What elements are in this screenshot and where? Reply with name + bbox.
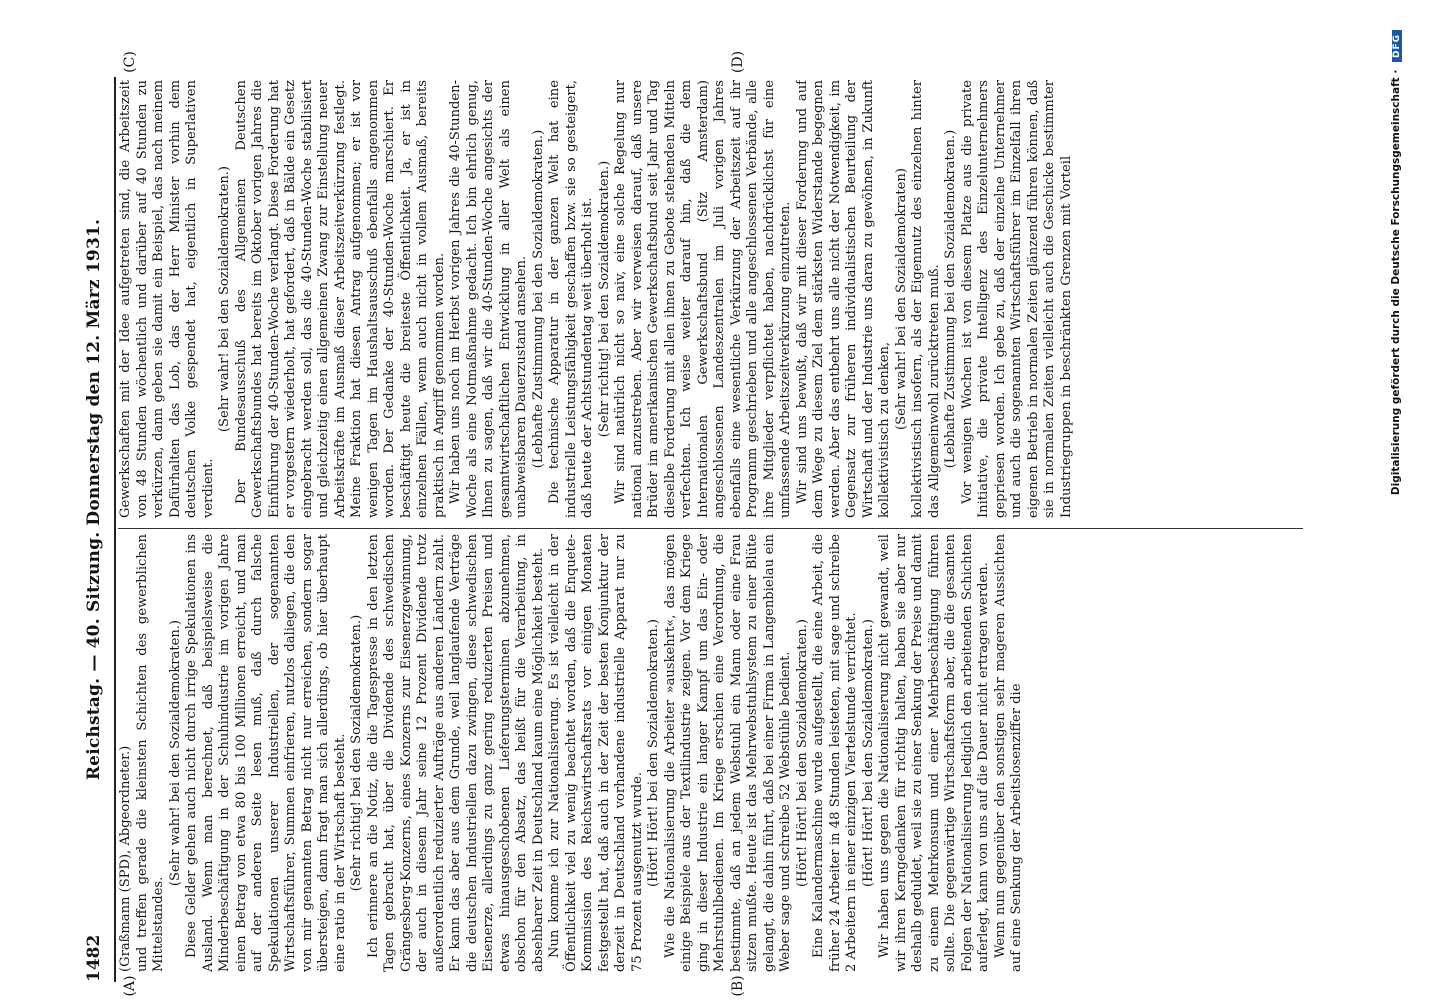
paragraph: Gewerkschaften mit der Idee aufgetreten sind, die Arbeitszeit von 48 Stunden wöchentlich und darüber auf 40 Stunden zu verkürzen, dann geben sie damit ein Beispiel, das nach meinem Dafürhalten das Lob, das der Herr Minister vorhin dem deutschen Volke gespendet hat, eigentlich in Superlativen verdient. [118,80,216,518]
paragraph: (Lebhafte Zustimmung bei den Sozialdemokraten.) [530,129,546,469]
page-number: 1482 [84,934,104,982]
column-divider [118,528,1303,529]
paragraph: Wir sind uns bewußt, daß wir mit dieser Forderung und auf dem Wege zu diesem Ziel dem stärksten Widerstande begegnen werden. Aber das entbehrt uns alle nicht der Notwendigkeit, im Gegensatz zur früheren individualistischen Beurteilung der Wirtschaft und der Industrie uns daran zu gewöhnen, in Zukunft kollektivistisch zu denken, [794,80,892,518]
paragraph: Ich erinnere an die Notiz, die die Tagespresse in den letzten Tagen gebracht hat, über die Dividende des schwedischen Grängesberg-Konzerns, eines Konzerns zur Eisenerzgewinnung, der auch in diesem Jahr seine 12 Prozent Dividende trotz außerordentlich reduzierter Aufträge aus anderen Ländern zahlt. Er kann das aber aus dem Grunde, weil langlaufende Verträge die deutschen Industriellen dazu zwingen, diese schwedischen Eisenerze, allerdings zu ganz gering reduzierten Preisen und etwas hinausgeschobenen Lieferungsterminen abzunehmen, obschon für den Absatz, das heißt für die Verarbeitung, in absehbarer Zeit in Deutschland kaum eine Möglichkeit besteht. [365,534,546,972]
text-column-left [118,534,1308,972]
paragraph: (Sehr wahr! bei den Sozialdemokraten) [893,168,909,430]
margin-marker-c: (C) [122,51,138,73]
page-header [84,77,116,982]
dfg-logo: DFG [1392,30,1402,62]
paragraph: (Hört! Hört! bei den Sozialdemokraten.) [646,619,661,887]
paragraph: und treffen gerade die kleinsten Schichten des gewerblichen Mittelstandes. [134,534,166,972]
paragraph: Wie die Nationalisierung die Arbeiter »auskehrt«, das mögen einige Beispiele aus der Textilindustrie zeigen. Vor dem Kriege ging in dieser Industrie ein langer Kampf um das Ein- oder Mehrstuhlbedienen. Im Kriege erschien eine Verordnung, die bestimmte, daß an jedem Webstuhl ein Mann oder eine Frau sitzen mußte. Heute ist das Mehrwebstuhlsystem zu einer Blüte gelangt, die dahin führt, daß bei einer Firma in Langenbielau ein Weber sage und schreibe 52 Webstühle bedient. [662,534,793,972]
digitization-note-text: Digitalisierung gefördert durch die Deutsche Forschungsgemeinschaft · [1390,69,1402,496]
paragraph: (Lebhafte Zustimmung bei den Sozialdemokraten.) [943,129,958,469]
paragraph: Wenn nun gegenüber den sonstigen sehr mageren Aussichten auf eine Senkung der Arbeitslosenziffer die [992,534,1024,972]
paragraph: Eine Kalandermaschine wurde aufgestellt, die eine Arbeit, die früher 24 Arbeiter in 48 Stunden leisteten, mit sage und schreibe 2 Arbeitern in einer einzigen Viertelstunde verrichtet. [811,534,859,972]
paragraph: kollektivistisch insofern, als der Eigennutz des einzelnen hinter das Allgemeinwohl zurücktreten muß. [910,80,942,518]
paragraph: Wir sind natürlich nicht so naiv, eine solche Regelung nur national anzustreben. Aber wir verweisen darauf, daß unsere Brüder im amerikanischen Gewerkschaftsbund seit Jahr und Tag dieselbe Forderung mit allen ihnen zu Gebote stehenden Mitteln verfechten. Ich weise weiter darauf hin, daß die dem Internationalen Gewerkschaftsbund (Sitz Amsterdam) angeschlossenen Landeszentralen im Juli vorigen Jahres ebenfalls eine wesentliche Verkürzung der Arbeitszeit auf ihr Programm geschrieben und alle angeschlossenen Verbände, alle ihre Mitglieder verpflichtet haben, nachdrücklichst für eine umfassende Arbeitszeitverkürzung einzutreten. [613,80,793,518]
paragraph: Der Bundesausschuß des Allgemeinen Deutschen Gewerkschaftsbundes hat bereits im Oktober vorigen Jahres die Einführung der 40-Stunden-Woche verlangt. Diese Forderung hat er vorgestern wiederholt, hat gefordert, daß in Bälde ein Gesetz eingebracht werden soll, das die 40-Stunden-Woche stabilisiert und gleichzeitig einen allgemeinen Zwang zur Einstellung neuer Arbeitskräfte im Ausmaß dieser Arbeitszeitverkürzung festlegt. Meine Fraktion hat diesen Antrag aufgenommen; er ist vor wenigen Tagen im Haushaltsausschuß ebenfalls angenommen worden. Der Gedanke der 40-Stunden-Woche marschiert. Er beschäftigt heute die breiteste Öffentlichkeit. Ja, er ist in einzelnen Fällen, wenn auch nicht in vollem Ausmaß, bereits praktisch in Angriff genommen worden. [233,80,447,518]
paragraph: (Sehr richtig! bei den Sozialdemokraten.) [596,160,612,438]
paragraph: Vor wenigen Wochen ist von diesem Platze aus die private Initiative, die private Intelligenz des Einzelunternehmers gepriesen worden. Ich gebe zu, daß der einzelne Unternehmer und auch die sogenannten Wirtschaftsführer im Einzelfall ihren eigenen Betrieb in normalen Zeiten glänzend führen können, daß sie in normalen Zeiten vielleicht auch die Geschicke bestimmter Industriegruppen in beschränkten Grenzen mit Vorteil [959,80,1074,518]
margin-marker-b: (B) [730,975,746,997]
digitization-note [1390,30,1406,950]
paragraph: Wir haben uns noch im Herbst vorigen Jahres die 40-Stunden-Woche als eine Notmaßnahme gedacht. Ich bin ehrlich genug, Ihnen zu sagen, daß wir die 40-Stunden-Woche angesichts der gesamtwirtschaftlichen Entwicklung in aller Welt als einen unabweisbaren Dauerzustand ansehen. [448,80,529,518]
paragraph: (Sehr wahr! bei den Sozialdemokraten.) [217,165,232,433]
paragraph: (Hört! Hört! bei den Sozialdemokraten.) [794,619,810,887]
paragraph: Nun komme ich zur Nationalisierung. Es ist vielleicht in der Öffentlichkeit viel zu wenig beachtet worden, daß die Enquete-Kommission des Reichswirtschaftsrats vor einigen Monaten festgestellt hat, daß auch in der Zeit der besten Konjunktur der derzeit in Deutschland vorhandene industrielle Apparat nur zu 75 Prozent ausgenutzt wurde. [547,534,645,972]
margin-marker-a: (A) [122,975,138,997]
paragraph: (Sehr wahr! bei den Sozialdemokraten.) [167,619,183,887]
paragraph: (Sehr richtig! bei den Sozialdemokraten.) [349,614,364,892]
paragraph: Wir haben uns gegen die Nationalisierung nicht gewandt, weil wir ihren Kerngedanken für richtig halten, haben sie aber nur deshalb geduldet, weil sie zu einer Senkung der Preise und damit zu einem Mehrkonsum und einer Mehrbeschäftigung führen sollte. Die gegenwärtige Wirtschaftsform aber, die die gesamten Folgen der Nationalisierung lediglich den arbeitenden Schichten auferlegt, kann von uns auf die Dauer nicht ertragen werden. [877,534,991,972]
paragraph: Die technische Apparatur in der ganzen Welt hat eine industrielle Leistungsfähigkeit geschaffen bzw. sie so gesteigert, daß heute der Achtstundentag weit überholt ist. [547,80,595,518]
paragraph: Diese Gelder gehen auch nicht durch irrige Spekulationen ins Ausland. Wenn man berechnet, daß beispielsweise die Minderbeschäftigung in der Schuhindustrie im vorigen Jahre einen Betrag von etwa 80 bis 100 Millionen erreicht, und man auf der anderen Seite lesen muß, daß durch falsche Spekulationen unserer Industriellen, der sogenannten Wirtschaftsführer, Summen einfrieren, nutzlos daliegen, die den von mir genannten Betrag nicht nur erreichen, sondern sogar übersteigen, dann fragt man sich allerdings, ob hier überhaupt eine ratio in der Wirtschaft besteht. [184,534,348,972]
margin-marker-d: (D) [730,50,746,74]
running-title: Reichstag. — 40. Sitzung. Donnerstag den 12. März 1931. [84,218,104,781]
paragraph: (Hört! Hört! bei den Sozialdemokraten.) [860,619,876,887]
text-column-right [118,80,1308,518]
paragraph: (Graßmann (SPD), Abgeordneter.) [118,745,133,972]
